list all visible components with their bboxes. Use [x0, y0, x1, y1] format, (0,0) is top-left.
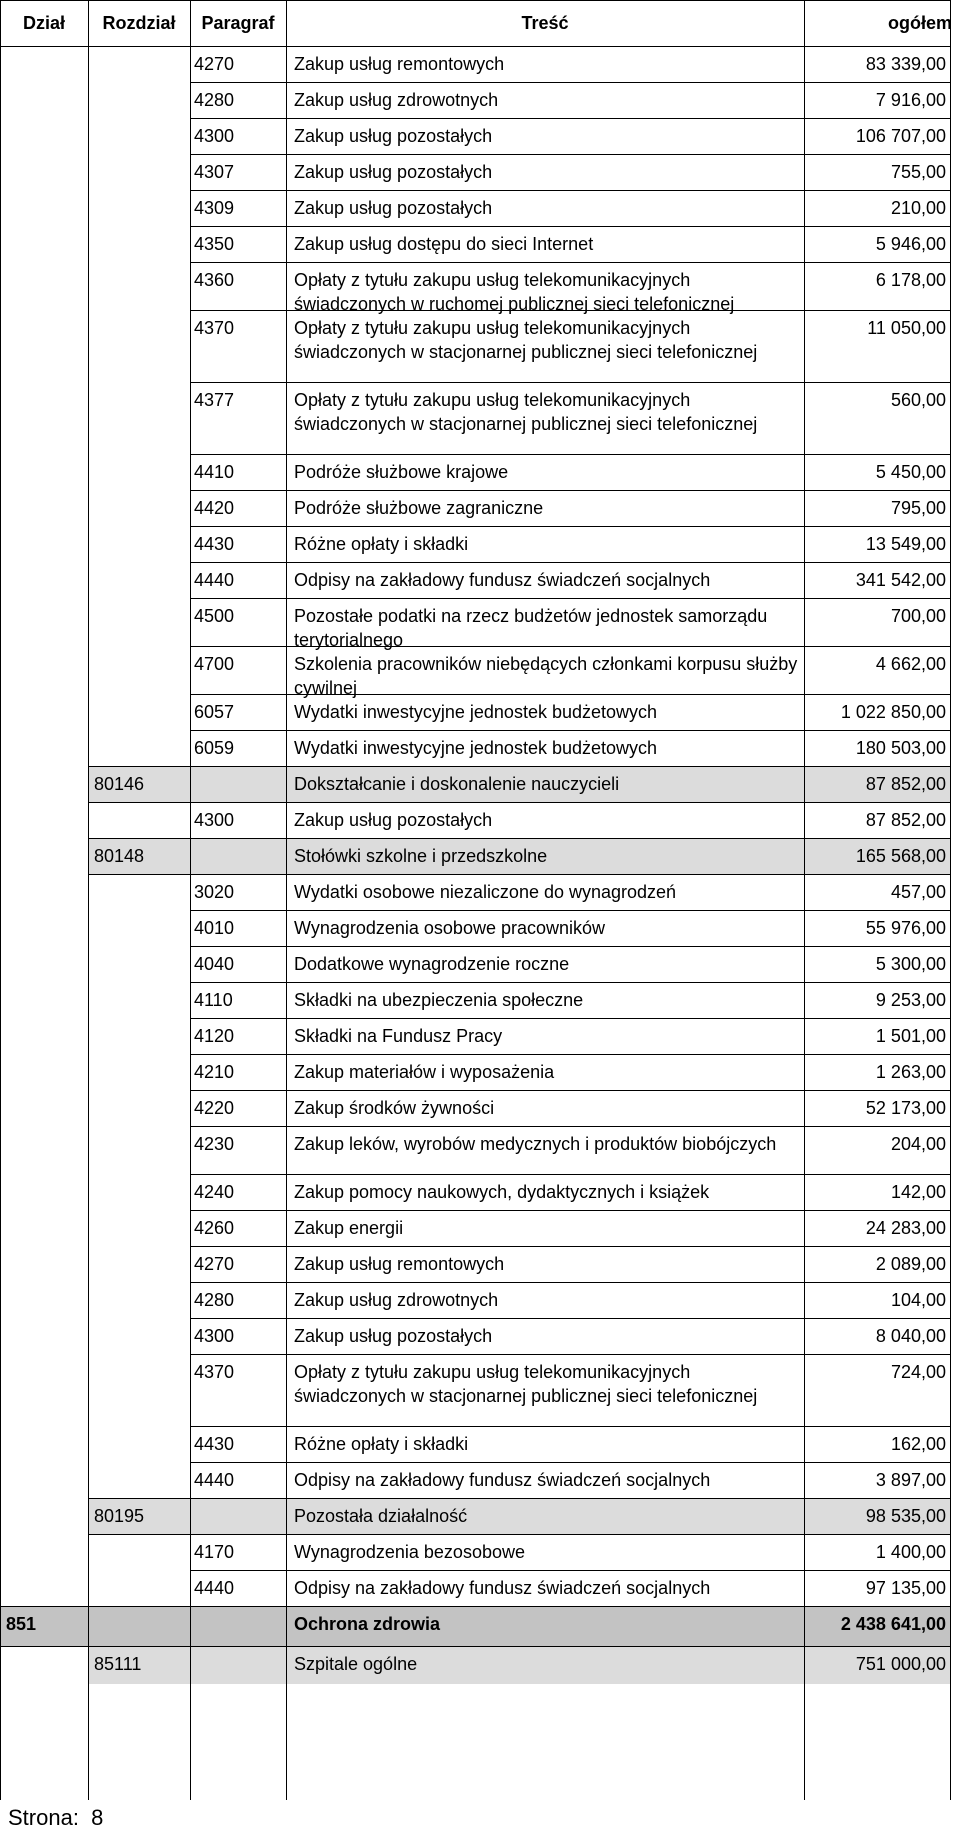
table-row [0, 598, 960, 650]
table-row [0, 874, 960, 910]
cell-paragraf: 4370 [194, 1362, 235, 1382]
row-rule [190, 646, 950, 647]
row-rule [190, 598, 950, 599]
table-row [0, 646, 960, 698]
cell-paragraf: 4110 [194, 990, 233, 1010]
table-row [0, 1606, 960, 1646]
table-row [0, 226, 960, 262]
table-header [0, 0, 960, 46]
table-row [0, 694, 960, 730]
header-dzial: Dział [22, 13, 65, 33]
cell-ogolem: 55 976,00 [865, 918, 946, 938]
cell-ogolem: 104,00 [890, 1290, 946, 1310]
cell-paragraf: 4430 [194, 534, 235, 554]
cell-paragraf: 4270 [194, 54, 235, 74]
column-rule [0, 0, 1, 1800]
cell-tresc: Opłaty z tytułu zakupu usług telekomunikacyjnych świadczonych w stacjonarnej publicznej sieci telefonicznej [294, 318, 758, 362]
cell-tresc: Podróże służbowe krajowe [294, 462, 509, 482]
row-rule [190, 730, 950, 731]
cell-ogolem: 5 450,00 [875, 462, 946, 482]
cell-tresc: Odpisy na zakładowy fundusz świadczeń socjalnych [294, 1470, 711, 1490]
row-rule [190, 454, 950, 455]
cell-paragraf: 4120 [194, 1026, 235, 1046]
cell-ogolem: 7 916,00 [875, 90, 946, 110]
cell-ogolem: 2 089,00 [875, 1254, 946, 1274]
table-row [0, 1318, 960, 1354]
cell-paragraf: 4040 [194, 954, 235, 974]
cell-tresc: Pozostałe podatki na rzecz budżetów jednostek samorządu terytorialnego [294, 606, 768, 650]
cell-tresc: Zakup pomocy naukowych, dydaktycznych i książek [294, 1182, 710, 1202]
cell-tresc: Składki na Fundusz Pracy [294, 1026, 503, 1046]
row-rule [190, 154, 950, 155]
table-row [0, 946, 960, 982]
row-rule [190, 310, 950, 311]
cell-paragraf: 4370 [194, 318, 235, 338]
cell-ogolem: 8 040,00 [875, 1326, 946, 1346]
cell-tresc: Odpisy na zakładowy fundusz świadczeń socjalnych [294, 1578, 711, 1598]
table-row [0, 1054, 960, 1090]
table-row [0, 1246, 960, 1282]
cell-ogolem: 83 339,00 [865, 54, 946, 74]
cell-ogolem: 724,00 [890, 1362, 946, 1382]
cell-tresc: Różne opłaty i składki [294, 1434, 469, 1454]
cell-paragraf: 4500 [194, 606, 235, 626]
cell-tresc: Różne opłaty i składki [294, 534, 469, 554]
cell-ogolem: 1 400,00 [875, 1542, 946, 1562]
cell-ogolem: 755,00 [890, 162, 946, 182]
cell-paragraf: 4260 [194, 1218, 235, 1238]
cell-tresc: Podróże służbowe zagraniczne [294, 498, 544, 518]
cell-paragraf: 4309 [194, 198, 235, 218]
row-rule [190, 190, 950, 191]
cell-paragraf: 4307 [194, 162, 235, 182]
cell-ogolem: 700,00 [890, 606, 946, 626]
cell-paragraf: 4377 [194, 390, 235, 410]
table-row [0, 1174, 960, 1210]
table-row [0, 1498, 960, 1534]
page-number: 8 [91, 1805, 104, 1830]
row-rule [190, 490, 950, 491]
cell-ogolem: 165 568,00 [855, 846, 946, 866]
cell-paragraf: 4280 [194, 90, 235, 110]
cell-tresc: Stołówki szkolne i przedszkolne [294, 846, 548, 866]
cell-ogolem: 1 263,00 [875, 1062, 946, 1082]
table-row [0, 730, 960, 766]
row-rule [190, 118, 950, 119]
row-rule [88, 1534, 950, 1535]
cell-ogolem: 87 852,00 [865, 810, 946, 830]
table-row [0, 838, 960, 874]
table-row [0, 802, 960, 838]
row-rule [190, 1426, 950, 1427]
cell-paragraf: 4410 [194, 462, 235, 482]
cell-tresc: Zakup usług pozostałych [294, 810, 493, 830]
table-row [0, 154, 960, 190]
cell-paragraf: 4350 [194, 234, 235, 254]
cell-ogolem: 210,00 [890, 198, 946, 218]
table-row [0, 526, 960, 562]
table-row [0, 1426, 960, 1462]
row-rule [190, 1126, 950, 1127]
table-row [0, 1354, 960, 1426]
cell-tresc: Dodatkowe wynagrodzenie roczne [294, 954, 570, 974]
cell-paragraf: 3020 [194, 882, 235, 902]
cell-ogolem: 457,00 [890, 882, 946, 902]
cell-tresc: Pozostała działalność [294, 1506, 468, 1526]
cell-paragraf: 4700 [194, 654, 235, 674]
page-footer [8, 1805, 103, 1831]
column-rule [286, 0, 287, 1800]
cell-tresc: Zakup usług remontowych [294, 54, 505, 74]
cell-ogolem: 795,00 [890, 498, 946, 518]
cell-ogolem: 87 852,00 [865, 774, 946, 794]
cell-tresc: Szpitale ogólne [294, 1654, 418, 1674]
page-label: Strona: [8, 1805, 79, 1830]
cell-ogolem: 560,00 [890, 390, 946, 410]
cell-tresc: Zakup usług zdrowotnych [294, 90, 499, 110]
cell-ogolem: 751 000,00 [855, 1654, 946, 1674]
table-row [0, 490, 960, 526]
cell-paragraf: 4170 [194, 1542, 235, 1562]
row-rule [190, 1318, 950, 1319]
cell-paragraf: 4360 [194, 270, 235, 290]
table-row [0, 562, 960, 598]
cell-paragraf: 4300 [194, 1326, 235, 1346]
row-rule [190, 910, 950, 911]
row-rule [190, 1018, 950, 1019]
row-rule [190, 1210, 950, 1211]
column-rule [804, 0, 805, 1800]
cell-tresc: Zakup leków, wyrobów medycznych i produktów biobójczych [294, 1134, 777, 1154]
cell-rozdzial: 80195 [94, 1506, 145, 1526]
table-row [0, 1018, 960, 1054]
row-rule [190, 1174, 950, 1175]
column-rule [950, 0, 951, 1800]
cell-rozdzial: 80146 [94, 774, 145, 794]
cell-ogolem: 1 022 850,00 [840, 702, 946, 722]
row-rule [190, 982, 950, 983]
cell-tresc: Zakup usług pozostałych [294, 126, 493, 146]
cell-paragraf: 6057 [194, 702, 235, 722]
cell-paragraf: 4270 [194, 1254, 235, 1274]
table-row [0, 190, 960, 226]
table-row [0, 910, 960, 946]
table-row [0, 262, 960, 314]
cell-rozdzial: 80148 [94, 846, 145, 866]
row-rule [0, 1606, 950, 1607]
row-rule [88, 802, 950, 803]
cell-tresc: Wydatki osobowe niezaliczone do wynagrodzeń [294, 882, 677, 902]
cell-tresc: Składki na ubezpieczenia społeczne [294, 990, 584, 1010]
table-row [0, 310, 960, 382]
cell-tresc: Zakup usług pozostałych [294, 162, 493, 182]
row-rule [88, 874, 950, 875]
table-row [0, 1646, 960, 1684]
header-ogolem: ogółem [887, 13, 952, 33]
cell-tresc: Wydatki inwestycyjne jednostek budżetowych [294, 702, 658, 722]
table-row [0, 982, 960, 1018]
table-row [0, 1462, 960, 1498]
cell-paragraf: 4430 [194, 1434, 235, 1454]
cell-ogolem: 13 549,00 [865, 534, 946, 554]
column-rule [88, 0, 89, 1800]
table-row [0, 1126, 960, 1174]
cell-tresc: Wynagrodzenia osobowe pracowników [294, 918, 606, 938]
cell-ogolem: 6 178,00 [875, 270, 946, 290]
cell-ogolem: 9 253,00 [875, 990, 946, 1010]
table-row [0, 766, 960, 802]
cell-tresc: Szkolenia pracowników niebędących członkami korpusu służby cywilnej [294, 654, 798, 698]
cell-paragraf: 4300 [194, 810, 235, 830]
table-row [0, 1570, 960, 1606]
cell-tresc: Zakup usług remontowych [294, 1254, 505, 1274]
row-rule [190, 1462, 950, 1463]
cell-ogolem: 3 897,00 [875, 1470, 946, 1490]
cell-ogolem: 162,00 [890, 1434, 946, 1454]
row-rule [88, 1498, 950, 1499]
cell-ogolem: 180 503,00 [855, 738, 946, 758]
cell-paragraf: 4440 [194, 1578, 235, 1598]
cell-ogolem: 2 438 641,00 [840, 1614, 946, 1634]
cell-paragraf: 4220 [194, 1098, 235, 1118]
cell-ogolem: 4 662,00 [875, 654, 946, 674]
header-bottom-rule [0, 46, 950, 47]
cell-paragraf: 4440 [194, 570, 235, 590]
row-rule [190, 1246, 950, 1247]
cell-tresc: Zakup usług zdrowotnych [294, 1290, 499, 1310]
row-rule [190, 694, 950, 695]
cell-tresc: Opłaty z tytułu zakupu usług telekomunikacyjnych świadczonych w stacjonarnej publicznej sieci telefonicznej [294, 390, 758, 434]
row-rule [190, 1054, 950, 1055]
cell-tresc: Zakup usług pozostałych [294, 1326, 493, 1346]
cell-paragraf: 4230 [194, 1134, 235, 1154]
cell-ogolem: 5 946,00 [875, 234, 946, 254]
cell-tresc: Zakup materiałów i wyposażenia [294, 1062, 555, 1082]
cell-tresc: Odpisy na zakładowy fundusz świadczeń socjalnych [294, 570, 711, 590]
cell-tresc: Zakup energii [294, 1218, 404, 1238]
cell-ogolem: 341 542,00 [855, 570, 946, 590]
row-rule [190, 1570, 950, 1571]
table-row [0, 1534, 960, 1570]
table-row [0, 382, 960, 454]
cell-tresc: Zakup usług dostępu do sieci Internet [294, 234, 594, 254]
cell-tresc: Wynagrodzenia bezosobowe [294, 1542, 525, 1562]
cell-ogolem: 142,00 [890, 1182, 946, 1202]
cell-tresc: Opłaty z tytułu zakupu usług telekomunikacyjnych świadczonych w ruchomej publicznej sieci telefonicznej [294, 270, 735, 314]
header-paragraf: Paragraf [201, 13, 275, 33]
cell-tresc: Dokształcanie i doskonalenie nauczycieli [294, 774, 620, 794]
cell-ogolem: 52 173,00 [865, 1098, 946, 1118]
row-rule [190, 226, 950, 227]
cell-tresc: Opłaty z tytułu zakupu usług telekomunikacyjnych świadczonych w stacjonarnej publicznej sieci telefonicznej [294, 1362, 758, 1406]
row-rule [190, 262, 950, 263]
header-top-rule [0, 0, 950, 1]
table-row [0, 1282, 960, 1318]
cell-ogolem: 98 535,00 [865, 1506, 946, 1526]
row-rule [0, 1646, 950, 1647]
row-rule [190, 1354, 950, 1355]
cell-paragraf: 4280 [194, 1290, 235, 1310]
row-rule [190, 382, 950, 383]
cell-paragraf: 4010 [194, 918, 235, 938]
cell-ogolem: 106 707,00 [855, 126, 946, 146]
table-row [0, 1210, 960, 1246]
row-rule [190, 562, 950, 563]
cell-paragraf: 6059 [194, 738, 235, 758]
table-row [0, 82, 960, 118]
cell-tresc: Zakup środków żywności [294, 1098, 495, 1118]
cell-rozdzial: 85111 [94, 1654, 142, 1674]
cell-ogolem: 204,00 [890, 1134, 946, 1154]
cell-ogolem: 11 050,00 [867, 318, 946, 338]
row-rule [190, 82, 950, 83]
cell-ogolem: 24 283,00 [865, 1218, 946, 1238]
table-row [0, 46, 960, 82]
cell-paragraf: 4440 [194, 1470, 235, 1490]
row-rule [190, 1090, 950, 1091]
row-rule [190, 526, 950, 527]
cell-tresc: Zakup usług pozostałych [294, 198, 493, 218]
cell-paragraf: 4420 [194, 498, 235, 518]
cell-ogolem: 5 300,00 [875, 954, 946, 974]
row-rule [88, 766, 950, 767]
row-rule [88, 838, 950, 839]
cell-tresc: Wydatki inwestycyjne jednostek budżetowych [294, 738, 658, 758]
cell-paragraf: 4210 [194, 1062, 235, 1082]
table-row [0, 1090, 960, 1126]
cell-dzial: 851 [6, 1614, 37, 1634]
row-rule [190, 1282, 950, 1283]
cell-ogolem: 1 501,00 [875, 1026, 946, 1046]
cell-ogolem: 97 135,00 [865, 1578, 946, 1598]
row-rule [190, 946, 950, 947]
header-rozdzial: Rozdział [102, 13, 176, 33]
cell-paragraf: 4240 [194, 1182, 235, 1202]
table-row [0, 454, 960, 490]
header-tresc: Treść [521, 13, 569, 33]
cell-tresc: Ochrona zdrowia [294, 1614, 441, 1634]
table-row [0, 118, 960, 154]
column-rule [190, 0, 191, 1800]
cell-paragraf: 4300 [194, 126, 235, 146]
